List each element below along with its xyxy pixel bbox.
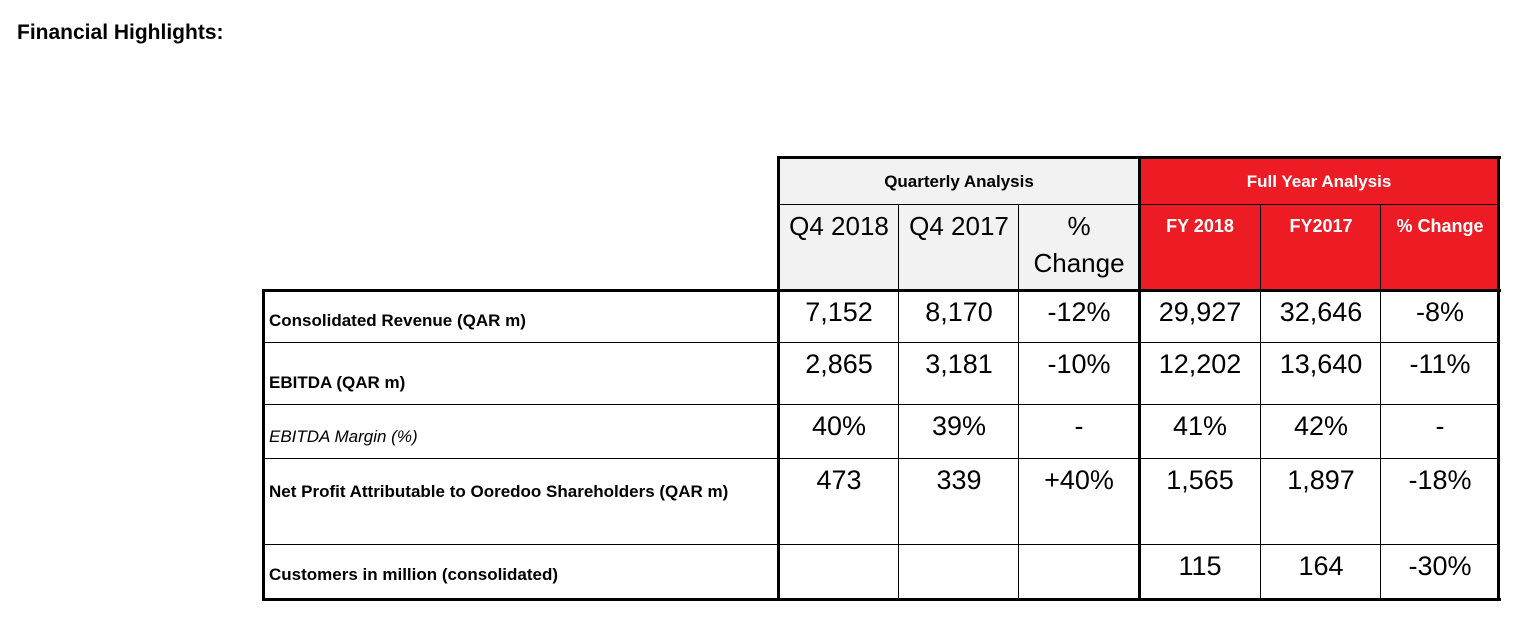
table-cell: 32,646 (1279, 297, 1363, 327)
row-label-ebitda-margin: EBITDA Margin (%) (269, 427, 418, 446)
border-group-split (1138, 156, 1141, 601)
border-row-2 (264, 404, 1499, 405)
table-cell: 7,152 (805, 297, 873, 327)
table-cell: -10% (1047, 349, 1111, 379)
border-body-left (262, 289, 265, 601)
table-cell: 41% (1172, 411, 1228, 441)
table-cell: - (1435, 411, 1445, 441)
table-cell: 13,640 (1279, 349, 1363, 379)
col-header-fy-2018: FY 2018 (1139, 207, 1261, 246)
table-cell: 339 (936, 465, 982, 495)
table-cell: 473 (816, 465, 862, 495)
table-cell: 40% (811, 411, 867, 441)
page-title: Financial Highlights: (17, 21, 224, 44)
col-header-q-change: % Change (1019, 205, 1139, 290)
table-cell: 1,565 (1166, 465, 1234, 495)
table-cell (779, 545, 899, 599)
col-header-q4-2017: Q4 2017 (899, 205, 1019, 290)
table-cell: -30% (1408, 551, 1472, 581)
border-row-1 (264, 342, 1499, 343)
border-label-split (777, 289, 780, 601)
table-cell: 3,181 (925, 349, 993, 379)
full-year-analysis-header: Full Year Analysis (1139, 158, 1499, 205)
border-col-f1 (1260, 205, 1261, 599)
table-cell: 29,927 (1158, 297, 1242, 327)
border-row-3 (264, 458, 1499, 459)
table-cell: 2,865 (805, 349, 873, 379)
border-header-mid (779, 204, 1499, 205)
table-cell (1019, 545, 1139, 599)
border-header-left (777, 156, 780, 292)
border-row-4 (264, 544, 1499, 545)
table-cell: - (1074, 411, 1084, 441)
col-header-q4-2018: Q4 2018 (779, 205, 899, 290)
table-cell: -11% (1409, 349, 1471, 379)
table-cell: 164 (1298, 551, 1344, 581)
table-cell: +40% (1044, 465, 1114, 495)
border-col-q2 (1018, 205, 1019, 599)
row-label-net-profit: Net Profit Attributable to Ooredoo Shareholders (QAR m) (269, 482, 729, 501)
table-cell: 42% (1293, 411, 1349, 441)
table-cell: 39% (931, 411, 987, 441)
table-cell: 12,202 (1158, 349, 1242, 379)
border-col-q1 (898, 205, 899, 599)
row-label-revenue: Consolidated Revenue (QAR m) (269, 311, 526, 330)
table-cell: -18% (1408, 465, 1472, 495)
table-cell: 115 (1178, 551, 1222, 581)
table-cell: -12% (1047, 297, 1111, 327)
col-header-fy-change: % Change (1381, 207, 1499, 246)
row-label-ebitda: EBITDA (QAR m) (269, 373, 406, 392)
table-cell: 8,170 (925, 297, 993, 327)
row-label-customers: Customers in million (consolidated) (269, 565, 559, 584)
border-body-top (262, 289, 1501, 292)
col-header-fy2017: FY2017 (1261, 207, 1381, 246)
quarterly-analysis-header: Quarterly Analysis (779, 158, 1139, 205)
border-right (1497, 156, 1500, 601)
table-cell (899, 545, 1019, 599)
border-bottom (262, 598, 1501, 601)
border-col-f2 (1380, 205, 1381, 599)
table-cell: -8% (1415, 297, 1464, 327)
table-cell: 1,897 (1287, 465, 1355, 495)
